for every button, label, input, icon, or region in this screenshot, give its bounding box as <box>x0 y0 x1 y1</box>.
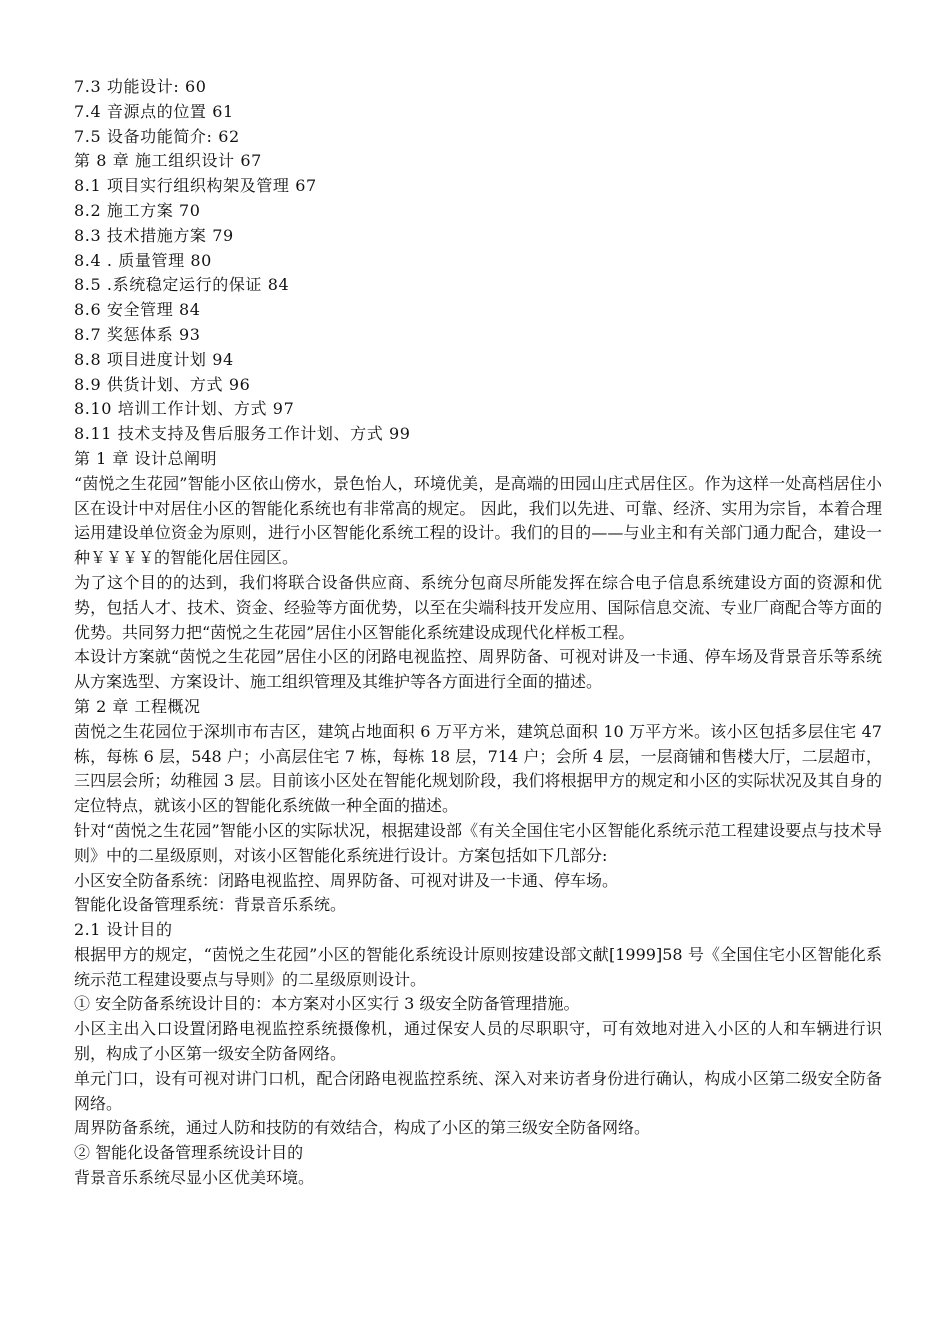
paragraph: 单元门口，设有可视对讲门口机，配合闭路电视监控系统、深入对来访者身份进行确认，构成小区第二级安全防备网络。 <box>74 1068 882 1113</box>
toc-entry: 8.7 奖惩体系 93 <box>74 324 201 344</box>
paragraph: 茵悦之生花园位于深圳市布吉区，建筑占地面积 6 万平方米，建筑总面积 10 万平方米。该小区包括多层住宅 47 栋，每栋 6 层，548 户；小高层住宅 7 栋，每栋 18 层，714 户；会所 4 层，一层商铺和售楼大厅，二层超市，三四层会所；幼稚园 3 层。目前该小区处在智能化规划阶段，我们将根据甲方的规定和小区的实际状况及其自身的定位特点，就该小区的智能化系统做一种全面的描述。 <box>74 721 882 816</box>
paragraph: 本设计方案就“茵悦之生花园”居住小区的闭路电视监控、周界防备、可视对讲及一卡通、停车场及背景音乐等系统从方案选型、方案设计、施工组织管理及其维护等各方面进行全面的描述。 <box>74 647 882 692</box>
toc-entry: 8.10 培训工作计划、方式 97 <box>74 399 295 419</box>
paragraph: 根据甲方的规定，“茵悦之生花园”小区的智能化系统设计原则按建设部文献[1999]58 号《全国住宅小区智能化系统示范工程建设要点与导则》的二星级原则设计。 <box>74 944 882 989</box>
toc-entry: 第 8 章 施工组织设计 67 <box>74 151 262 171</box>
paragraph: 智能化设备管理系统：背景音乐系统。 <box>74 895 347 915</box>
chapter-2-title: 第 2 章 工程概况 <box>74 696 201 716</box>
chapter-2 <box>74 695 882 918</box>
paragraph: ① 安全防备系统设计目的：本方案对小区实行 3 级安全防备管理措施。 <box>74 994 580 1014</box>
paragraph: 小区主出入口设置闭路电视监控系统摄像机，通过保安人员的尽职职守，可有效地对进入小区的人和车辆进行识别，构成了小区第一级安全防备网络。 <box>74 1019 882 1064</box>
section-2-1-title: 2.1 设计目的 <box>74 920 173 940</box>
document-page <box>74 75 882 1191</box>
toc-entry: 8.4 . 质量管理 80 <box>74 250 212 270</box>
paragraph: 周界防备系统，通过人防和技防的有效结合，构成了小区的第三级安全防备网络。 <box>74 1118 651 1138</box>
toc-entry: 8.2 施工方案 70 <box>74 200 201 220</box>
toc-entry: 8.6 安全管理 84 <box>74 300 201 320</box>
chapter-1 <box>74 447 882 695</box>
toc-entry: 8.5 .系统稳定运行的保证 84 <box>74 275 290 295</box>
paragraph: 为了这个目的的达到，我们将联合设备供应商、系统分包商尽所能发挥在综合电子信息系统建设方面的资源和优势，包括人才、技术、资金、经验等方面优势，以至在尖端科技开发应用、国际信息交流、专业厂商配合等方面的优势。共同努力把“茵悦之生花园”居住小区智能化系统建设成现代化样板工程。 <box>74 572 882 642</box>
section-2-1 <box>74 918 882 1191</box>
chapter-1-title: 第 1 章 设计总阐明 <box>74 448 217 468</box>
paragraph: 背景音乐系统尽显小区优美环境。 <box>74 1168 315 1188</box>
toc-entry: 7.4 音源点的位置 61 <box>74 101 234 121</box>
paragraph: ② 智能化设备管理系统设计目的 <box>74 1143 304 1163</box>
table-of-contents <box>74 75 882 447</box>
toc-entry: 8.1 项目实行组织构架及管理 67 <box>74 176 317 196</box>
toc-entry: 8.9 供货计划、方式 96 <box>74 374 251 394</box>
paragraph: 小区安全防备系统：闭路电视监控、周界防备、可视对讲及一卡通、停车场。 <box>74 870 619 890</box>
toc-entry: 8.11 技术支持及售后服务工作计划、方式 99 <box>74 424 411 444</box>
toc-entry: 7.5 设备功能简介: 62 <box>74 126 240 146</box>
toc-entry: 7.3 功能设计: 60 <box>74 77 207 96</box>
paragraph: “茵悦之生花园”智能小区依山傍水，景色怡人，环境优美，是高端的田园山庄式居住区。作为这样一处高档居住小区在设计中对居住小区的智能化系统也有非常高的规定。 因此，我们以先进、可靠、经济、实用为宗旨，本着合理运用建设单位资金为原则，进行小区智能化系统工程的设计。我们的目的——与业主和有关部门通力配合，建设一种￥￥￥￥的智能化居住园区。 <box>74 473 882 568</box>
paragraph: 针对“茵悦之生花园”智能小区的实际状况，根据建设部《有关全国住宅小区智能化系统示范工程建设要点与技术导则》中的二星级原则，对该小区智能化系统进行设计。方案包括如下几部分: <box>74 820 882 865</box>
toc-entry: 8.3 技术措施方案 79 <box>74 225 234 245</box>
toc-entry: 8.8 项目进度计划 94 <box>74 349 234 369</box>
